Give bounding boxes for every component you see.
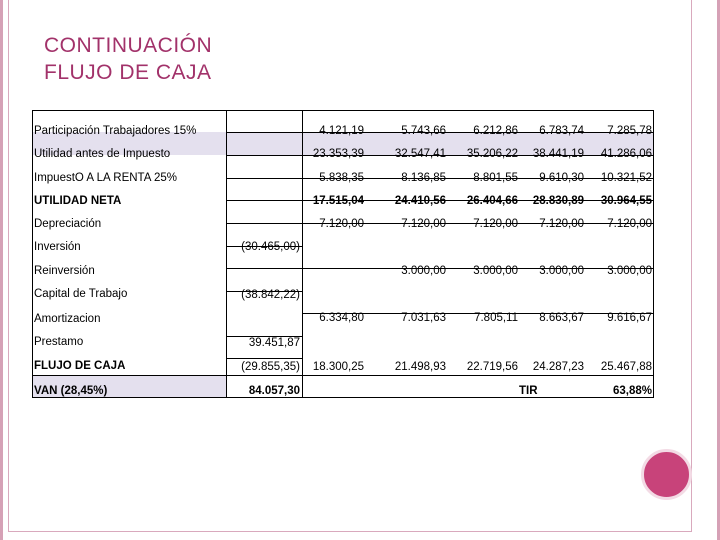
row-label: ImpuestO A LA RENTA 25% [34,172,177,184]
cell-value: 24.410,56 [394,195,446,207]
row-label: Amortizacion [34,313,101,325]
cell-value: 5.838,35 [319,172,364,184]
cell-value: 30.964,55 [600,195,652,207]
cell-value: 32.547,41 [394,148,446,160]
cell-value: 8.136,85 [401,172,446,184]
van-label: VAN (28,45%) [34,385,108,397]
cash-flow-table [32,110,653,398]
cell-value: 7.805,11 [474,312,518,324]
decorative-circle [641,449,692,500]
row-label: Inversión [34,241,81,253]
cell-value: 38.441,19 [532,148,584,160]
van-value: 84.057,30 [248,385,300,397]
cell-value: 5.743,66 [401,125,446,137]
cell-value: 7.031,63 [401,312,446,324]
table-bottom-border [32,397,653,398]
cell-value: 6.783,74 [539,125,584,137]
cell-value: (29.855,35) [241,361,300,373]
cell-value: 22.719,56 [466,361,518,373]
cell-value: 39.451,87 [248,337,300,349]
table-left-border [32,110,33,398]
tir-label: TIR [519,385,538,397]
cell-value: (30.465,00) [241,241,300,253]
title-line-2: FLUJO DE CAJA [44,61,212,84]
cell-value: (38.842,22) [241,289,300,301]
cell-value: 17.515,04 [312,195,364,207]
cell-value: 3.000,00 [607,265,652,277]
cell-value: 6.334,80 [319,312,364,324]
cell-value: 7.120,00 [473,218,518,230]
row-label: Depreciación [34,218,102,230]
cell-value: 9.616,67 [607,312,652,324]
row-label: FLUJO DE CAJA [34,360,126,372]
cell-value: 3.000,00 [473,265,518,277]
row-label: Reinversión [34,265,95,277]
cell-value: 4.121,19 [319,125,364,137]
cell-value: 8.801,55 [473,172,518,184]
tir-value: 63,88% [612,385,652,397]
slide-title [44,32,212,86]
cell-value: 6.212,86 [473,125,518,137]
cell-value: 21.498,93 [394,361,446,373]
cell-value: 7.285,78 [607,125,652,137]
cell-value: 7.120,00 [401,218,446,230]
cell-value: 8.663,67 [539,312,584,324]
row-label: UTILIDAD NETA [34,195,122,207]
cell-value: 23.353,39 [312,148,364,160]
row-label: Participación Trabajadores 15% [34,125,197,137]
cell-value: 7.120,00 [319,218,364,230]
row-label: Utilidad antes de Impuesto [34,148,171,160]
cell-value: 24.287,23 [532,361,584,373]
cell-value: 3.000,00 [401,265,446,277]
cell-value: 41.286,06 [600,148,652,160]
cell-value: 3.000,00 [539,265,584,277]
cell-value: 7.120,00 [539,218,584,230]
cell-value: 9.610,30 [539,172,584,184]
slide-left-accent [0,0,3,540]
cell-value: 26.404,66 [466,195,518,207]
cell-value: 10.321,52 [600,172,652,184]
row-label: Capital de Trabajo [34,288,128,300]
row-label: Prestamo [34,336,84,348]
cell-value: 25.467,88 [600,361,652,373]
table-right-border [653,110,654,398]
cell-value: 35.206,22 [466,148,518,160]
cell-value: 28.830,89 [532,195,584,207]
table-top-border [32,110,653,111]
title-line-1: CONTINUACIÓN [44,34,213,57]
cell-value: 7.120,00 [607,218,652,230]
cell-value: 18.300,25 [312,361,364,373]
